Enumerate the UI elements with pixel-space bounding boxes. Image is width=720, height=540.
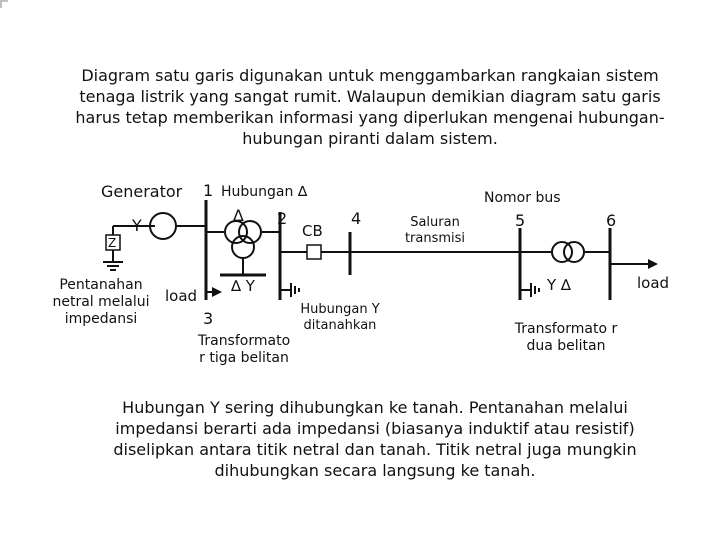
- circuit-breaker: [307, 245, 321, 259]
- bus5-number: 5: [515, 211, 526, 230]
- three-winding-transformer-label: Transformato r tiga belitan: [197, 333, 291, 366]
- transmission-line-label: Saluran transmisi: [404, 215, 466, 246]
- y-delta-label: Y ∆: [547, 276, 571, 294]
- load-left-label: load: [165, 287, 198, 305]
- two-winding-transformer-label: Transformato r dua belitan: [514, 321, 618, 354]
- outro-paragraph: Hubungan Y sering dihubungkan ke tanah. Pentanahan melalui impedansi berarti ada impedansi (biasanya induktif atau resistif) diselipkan antara titik netral dan tanah. Titik netral juga mungkin dihubungkan secara langsung ke tanah.: [113, 398, 637, 480]
- bus2-number: 2: [277, 209, 288, 228]
- load-right-arrow: [648, 259, 658, 269]
- tertiary-delta-y-label: ∆ Y: [231, 277, 255, 295]
- grounded-y-label: Hubungan Y ditanahkan: [300, 302, 380, 333]
- delta-connection-label: Hubungan ∆: [221, 184, 308, 200]
- bus-number-title: Nomor bus: [484, 190, 561, 206]
- load-left-arrow: [212, 287, 222, 297]
- bus1-number: 1: [203, 181, 214, 200]
- cb-label: CB: [302, 222, 323, 240]
- impedance-z-label: Z: [108, 236, 117, 250]
- intro-paragraph: Diagram satu garis digunakan untuk menggambarkan rangkaian sistem tenaga listrik yang sangat rumit. Walaupun demikian diagram satu garis harus tetap memberikan informasi yang diperlukan mengenai hubungan-hubungan piranti dalam sistem.: [75, 66, 665, 148]
- bus3-number: 3: [203, 309, 214, 328]
- delta-symbol-label: ∆: [233, 206, 244, 225]
- generator-label: Generator: [101, 182, 183, 201]
- transformer2-winding-secondary: [564, 242, 584, 262]
- transformer2-winding-primary: [552, 242, 572, 262]
- bus4-number: 4: [351, 209, 362, 228]
- bus6-number: 6: [606, 211, 617, 230]
- generator-y-label: Y: [132, 216, 142, 235]
- grounding-label: Pentanahan netral melalui impedansi: [52, 277, 150, 327]
- load-right-label: load: [637, 274, 670, 292]
